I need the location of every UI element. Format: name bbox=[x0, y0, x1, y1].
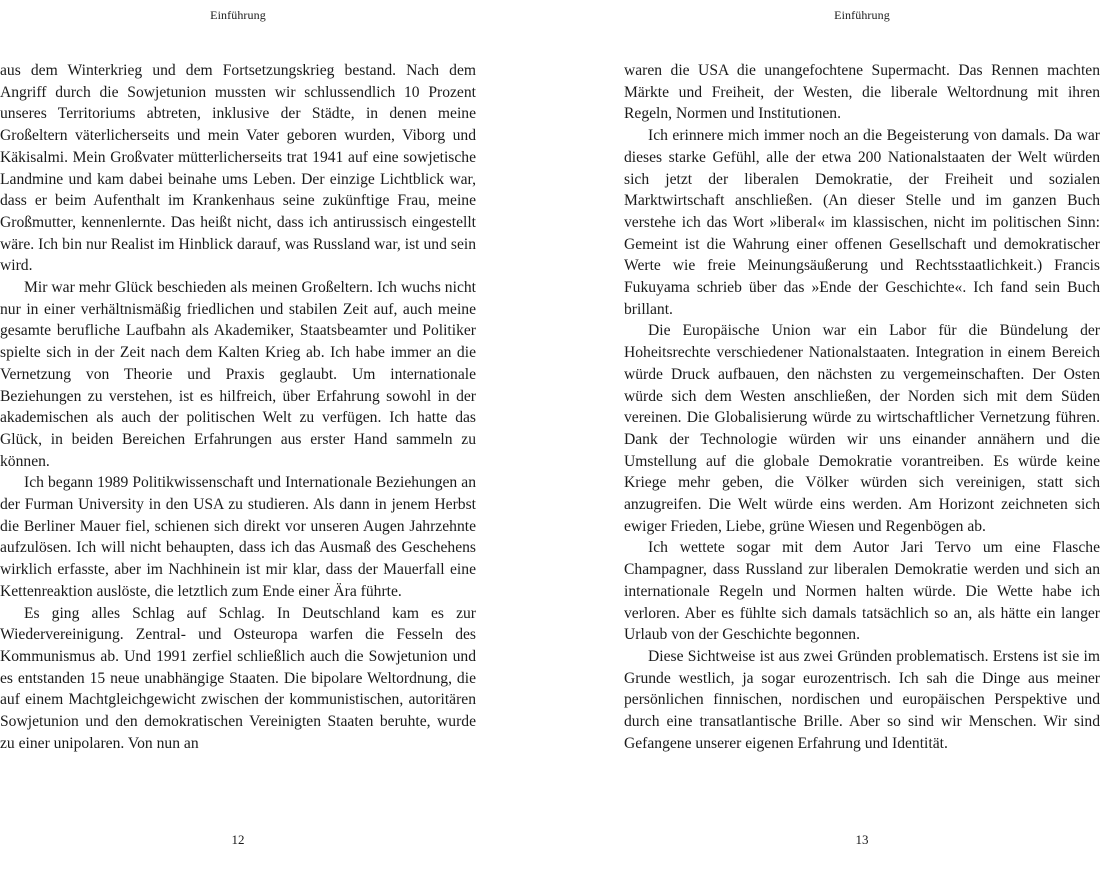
page-number: 13 bbox=[855, 832, 869, 847]
paragraph: waren die USA die unangefochtene Supermacht. Das Rennen machten Märkte und Freiheit, der Westen, die liberale Weltordnung mit ihren Regeln, Normen und Institutionen. bbox=[624, 62, 1100, 123]
paragraph: aus dem Winterkrieg und dem Fortsetzungskrieg bestand. Nach dem Angriff durch die Sowjetunion mussten wir schlussendlich 10 Prozent unseres Territoriums abtreten, inklusive der Städte, in denen meine Großeltern väterlicherseits und mein Vater geboren wurden, Viborg und Käkisalmi. Mein Großvater mütterlicherseits trat 1941 auf eine sowjetische Landmine und kam dabei beinahe ums Leben. Der einzige Lichtblick war, dass er beim Aufenthalt im Krankenhaus seine zukünftige Frau, meine Großmutter, kennenlernte. Das heißt nicht, dass ich antirussisch eingestellt wäre. Ich bin nur Realist im Hinblick darauf, was Russland war, ist und sein wird. bbox=[0, 62, 476, 275]
left-page bbox=[0, 0, 476, 880]
running-head: Einführung bbox=[210, 8, 266, 22]
paragraph: Ich wettete sogar mit dem Autor Jari Tervo um eine Flasche Champagner, dass Russland zur liberalen Demokratie werden und sich an internationale Regeln und Normen halten würde. Die Wette habe ich verloren. Aber es fühlte sich damals tatsächlich so an, als hätte ein langer Urlaub von der Geschichte begonnen. bbox=[624, 539, 1100, 644]
body-text bbox=[624, 60, 1100, 755]
page-number: 12 bbox=[231, 832, 245, 847]
body-text bbox=[0, 60, 476, 755]
paragraph: Ich erinnere mich immer noch an die Begeisterung von damals. Da war dieses starke Gefühl, alle der etwa 200 Nationalstaaten der Welt würden sich jetzt der liberalen Demokratie, der Freiheit und sozialen Marktwirtschaft anschließen. (An dieser Stelle und im ganzen Buch verstehe ich das Wort »liberal« im klassischen, nicht im politischen Sinn: Gemeint ist die Wahrung einer offenen Gesellschaft und demokratischer Werte wie freie Meinungsäußerung und Rechtsstaatlichkeit.) Francis Fukuyama schrieb über das »Ende der Geschichte«. Ich fand sein Buch brillant. bbox=[624, 127, 1100, 318]
paragraph: Die Europäische Union war ein Labor für die Bündelung der Hoheitsrechte verschiedener Nationalstaaten. Integration in einem Bereich würde Druck aufbauen, den nächsten zu vergemeinschaften. Der Osten würde sich dem Westen anschließen, der Norden sich mit dem Süden vereinen. Die Globalisierung würde zu wirtschaftlicher Vernetzung führen. Dank der Technologie würden wir uns einander annähern und die Umstellung auf die globale Demokratie vorantreiben. Es würde keine Kriege mehr geben, die Völker würden sich vereinigen, statt sich anzugreifen. Die Welt würde eins werden. Am Horizont zeichneten sich ewiger Frieden, Liebe, grüne Wiesen und Regenbögen ab. bbox=[624, 322, 1100, 535]
running-head: Einführung bbox=[834, 8, 890, 22]
paragraph: Mir war mehr Glück beschieden als meinen Großeltern. Ich wuchs nicht nur in einer verhältnismäßig friedlichen und stabilen Zeit auf, auch meine gesamte berufliche Laufbahn als Akademiker, Staatsbeamter und Politiker spielte sich in der Zeit nach dem Kalten Krieg ab. Ich habe immer an die Vernetzung von Theorie und Praxis geglaubt. Um internationale Beziehungen zu verstehen, ist es hilfreich, über Erfahrung sowohl in der akademischen als auch der politischen Welt zu verfügen. Ich hatte das Glück, in beiden Bereichen Erfahrungen aus erster Hand sammeln zu können. bbox=[0, 279, 476, 470]
paragraph: Ich begann 1989 Politikwissenschaft und Internationale Beziehungen an der Furman University in den USA zu studieren. Als dann in jenem Herbst die Berliner Mauer fiel, schienen sich direkt vor unseren Augen Jahrzehnte aufzulösen. Ich will nicht behaupten, dass ich das Ausmaß des Geschehens wirklich erfasste, aber im Nachhinein ist mir klar, dass der Mauerfall eine Kettenreaktion auslöste, die letztlich zum Ende einer Ära führte. bbox=[0, 474, 476, 600]
right-page bbox=[624, 0, 1100, 880]
paragraph: Diese Sichtweise ist aus zwei Gründen problematisch. Erstens ist sie im Grunde westlich, ja sogar eurozentrisch. Ich sah die Dinge aus meiner persönlichen finnischen, nordischen und europäischen Perspektive und durch eine transatlantische Brille. Aber so sind wir Menschen. Wir sind Gefangene unserer eigenen Erfahrung und Identität. bbox=[624, 647, 1100, 752]
paragraph: Es ging alles Schlag auf Schlag. In Deutschland kam es zur Wiedervereinigung. Zentral- und Osteuropa warfen die Fesseln des Kommunismus ab. Und 1991 zerfiel schließlich auch die Sowjetunion und es entstanden 15 neue unabhängige Staaten. Die bipolare Weltordnung, die auf einem Machtgleichgewicht zwischen der kommunistischen, autoritären Sowjetunion und den demokratischen Vereinigten Staaten beruhte, wurde zu einer unipolaren. Von nun an bbox=[0, 604, 476, 752]
